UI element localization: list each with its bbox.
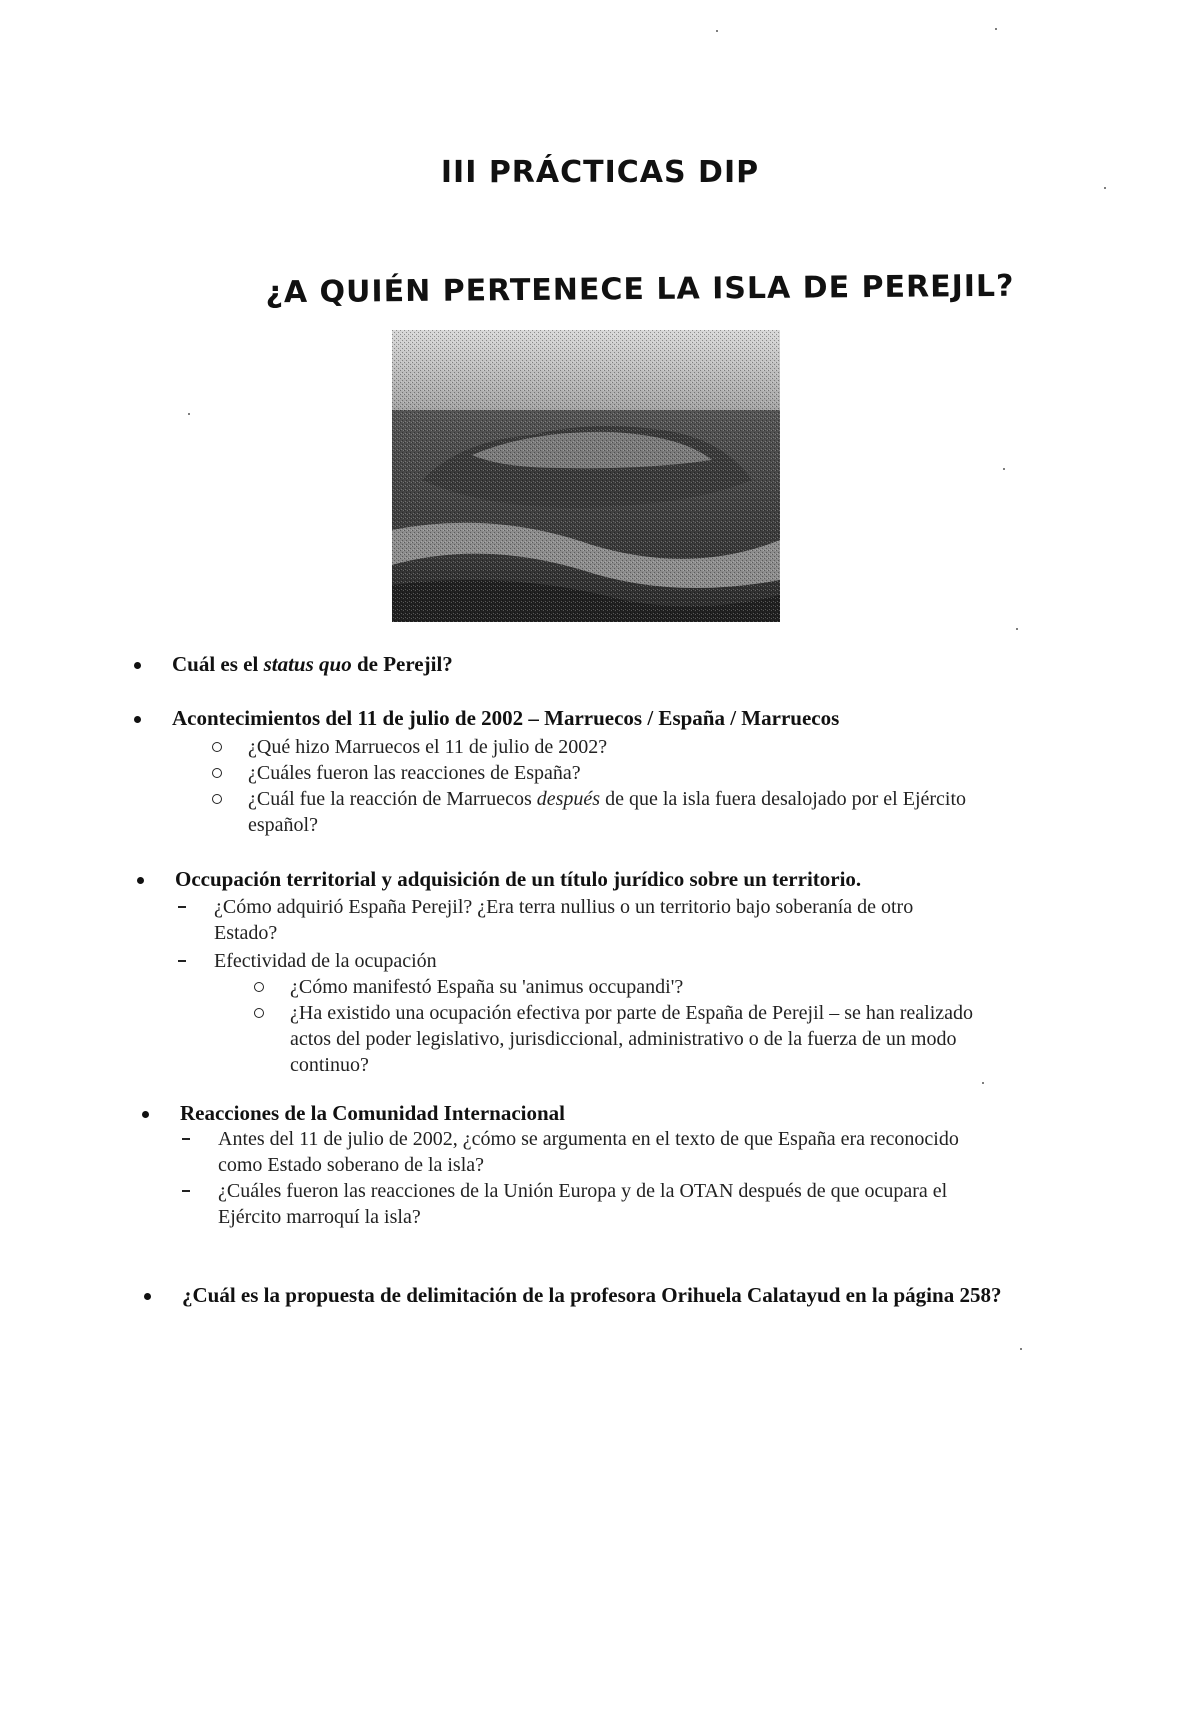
circle-bullet-icon: [254, 1008, 264, 1018]
list-item: [248, 760, 581, 786]
list-item-text-line2: como Estado soberano de la isla?: [218, 1154, 485, 1176]
list-item: [290, 1000, 1080, 1078]
list-item-text: Efectividad de la ocupación: [214, 950, 437, 972]
scan-speck: [1003, 468, 1005, 470]
dash-bullet-icon: [178, 960, 186, 962]
scan-speck: [995, 28, 997, 30]
list-item: [248, 786, 1078, 838]
list-item-text: ¿Ha existido una ocupación efectiva por parte de España de Perejil – se han realizado: [290, 1002, 974, 1024]
bullet-reacciones: [180, 1100, 565, 1127]
status-quo-heading: [172, 652, 453, 676]
scan-speck: [1104, 187, 1106, 189]
list-item-text: ¿Qué hizo Marruecos el 11 de julio de 2002?: [248, 736, 608, 758]
heading-text: Cuál es el: [172, 652, 264, 676]
list-item-text: ¿Cuáles fueron las reacciones de la Unión Europa y de la OTAN después de que ocupara el: [218, 1180, 948, 1202]
bullet-dot: [137, 877, 144, 884]
list-item-text-line2: actos del poder legislativo, jurisdiccional, administrativo o de la fuerza de un modo: [290, 1028, 957, 1050]
list-item-text-line2: Estado?: [214, 922, 278, 944]
document-subtitle: ¿A QUIÉN PERTENECE LA ISLA DE PEREJIL?: [265, 268, 1015, 311]
list-item-text-end: de que la isla fuera desalojado por el Ejército: [600, 788, 967, 810]
document-title: III PRÁCTICAS DIP: [440, 155, 760, 190]
list-item-text-line2: Ejército marroquí la isla?: [218, 1206, 421, 1228]
circle-bullet-icon: [212, 768, 222, 778]
bullet-dot: [142, 1111, 149, 1118]
bullet-delimitacion: [182, 1282, 1001, 1309]
list-item-text-line3: continuo?: [290, 1054, 369, 1076]
bullet-dot: [134, 662, 141, 669]
bullet-acontecimientos: [172, 705, 839, 732]
circle-bullet-icon: [254, 982, 264, 992]
island-photo: [392, 330, 780, 622]
dash-bullet-icon: [182, 1138, 190, 1140]
list-item-text: ¿Cuál fue la reacción de Marruecos: [248, 788, 537, 810]
dash-bullet-icon: [178, 906, 186, 908]
list-item: [218, 1178, 1088, 1230]
list-item-text: Antes del 11 de julio de 2002, ¿cómo se argumenta en el texto de que España era reconocido: [218, 1128, 959, 1150]
list-item: [214, 894, 1074, 946]
list-item: [290, 974, 683, 1000]
bullet-ocupacion: [175, 866, 861, 893]
list-item-text: ¿Cuáles fueron las reacciones de España?: [248, 762, 581, 784]
circle-bullet-icon: [212, 742, 222, 752]
acontecimientos-heading: Acontecimientos del 11 de julio de 2002 – Marruecos / España / Marruecos: [172, 706, 840, 730]
dash-bullet-icon: [182, 1190, 190, 1192]
scan-speck: [716, 30, 718, 32]
bullet-status-quo: [172, 651, 453, 678]
list-item-text: ¿Cómo manifestó España su 'animus occupandi'?: [290, 976, 684, 998]
list-item: [214, 948, 437, 974]
heading-italic: status quo: [263, 652, 352, 676]
scan-speck: [1020, 1348, 1022, 1350]
list-item-italic: después: [536, 788, 601, 810]
bullet-dot: [144, 1293, 151, 1300]
island-photo-icon: [392, 330, 780, 622]
scan-speck: [982, 1082, 984, 1084]
reacciones-heading: Reacciones de la Comunidad Internacional: [180, 1101, 566, 1125]
circle-bullet-icon: [212, 794, 222, 804]
bullet-dot: [134, 716, 141, 723]
list-item: [218, 1126, 1088, 1178]
list-item-text-line2: español?: [248, 814, 318, 836]
scan-speck: [188, 413, 190, 415]
scan-speck: [1016, 628, 1018, 630]
list-item-text: ¿Cómo adquirió España Perejil? ¿Era terra nullius o un territorio bajo soberanía de otro: [214, 896, 914, 918]
heading-text-end: de Perejil?: [351, 652, 453, 676]
ocupacion-heading: Occupación territorial y adquisición de un título jurídico sobre un territorio.: [175, 867, 862, 891]
delimitacion-heading: ¿Cuál es la propuesta de delimitación de la profesora Orihuela Calatayud en la página 258?: [182, 1283, 1002, 1307]
list-item: [248, 734, 607, 760]
